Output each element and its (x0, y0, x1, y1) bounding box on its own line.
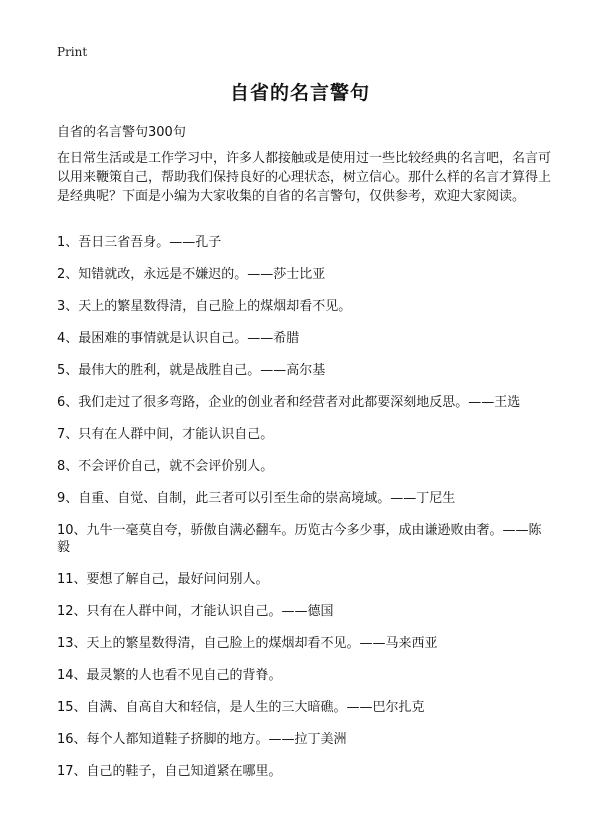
quote-item: 17、自己的鞋子，自己知道紧在哪里。 (57, 764, 282, 779)
quote-item: 1、吾日三省吾身。——孔子 (57, 235, 222, 250)
quote-item: 3、天上的繁星数得清，自己脸上的煤烟却看不见。 (57, 299, 352, 314)
quote-item: 6、我们走过了很多弯路，企业的创业者和经营者对此都要深刻地反思。——王选 (57, 395, 521, 410)
page-title: 自省的名言警句 (229, 82, 370, 104)
quote-item: 9、自重、自觉、自制，此三者可以引至生命的崇高境域。——丁尼生 (57, 491, 456, 506)
quote-item: 5、最伟大的胜利，就是战胜自己。——高尔基 (57, 363, 326, 378)
quote-list (57, 234, 552, 795)
quote-item: 7、只有在人群中间，才能认识自己。 (57, 427, 274, 442)
quote-item: 16、每个人都知道鞋子挤脚的地方。——拉丁美洲 (57, 732, 347, 747)
quote-item: 10、九牛一毫莫自夸，骄傲自满必翻车。历览古今多少事，成由谦逊败由奢。——陈毅 (57, 523, 542, 555)
quote-item: 8、不会评价自己，就不会评价别人。 (57, 459, 274, 474)
quote-item: 13、天上的繁星数得清，自己脸上的煤烟却看不见。——马来西亚 (57, 636, 438, 651)
document-subtitle: 自省的名言警句300句 (57, 125, 186, 140)
intro-paragraph: 在日常生活或是工作学习中，许多人都接触或是使用过一些比较经典的名言吧，名言可以用来鞭策自己，帮助我们保持良好的心理状态，树立信心。那什么样的名言才算得上是经典呢？下面是小编为大家收集的自省的名言警句，仅供参考，欢迎大家阅读。 (57, 151, 552, 204)
quote-item: 14、最灵繁的人也看不见自己的背脊。 (57, 668, 282, 683)
quote-item: 15、自满、自高自大和轻信，是人生的三大暗礁。——巴尔扎克 (57, 700, 425, 715)
quote-item: 12、只有在人群中间，才能认识自己。——德国 (57, 604, 334, 619)
print-label: Print (57, 45, 88, 59)
quote-item: 4、最困难的事情就是认识自己。——希腊 (57, 331, 300, 346)
quote-item: 11、要想了解自己，最好问问别人。 (57, 572, 269, 587)
quote-item: 2、知错就改，永远是不嫌迟的。——莎士比亚 (57, 267, 326, 282)
